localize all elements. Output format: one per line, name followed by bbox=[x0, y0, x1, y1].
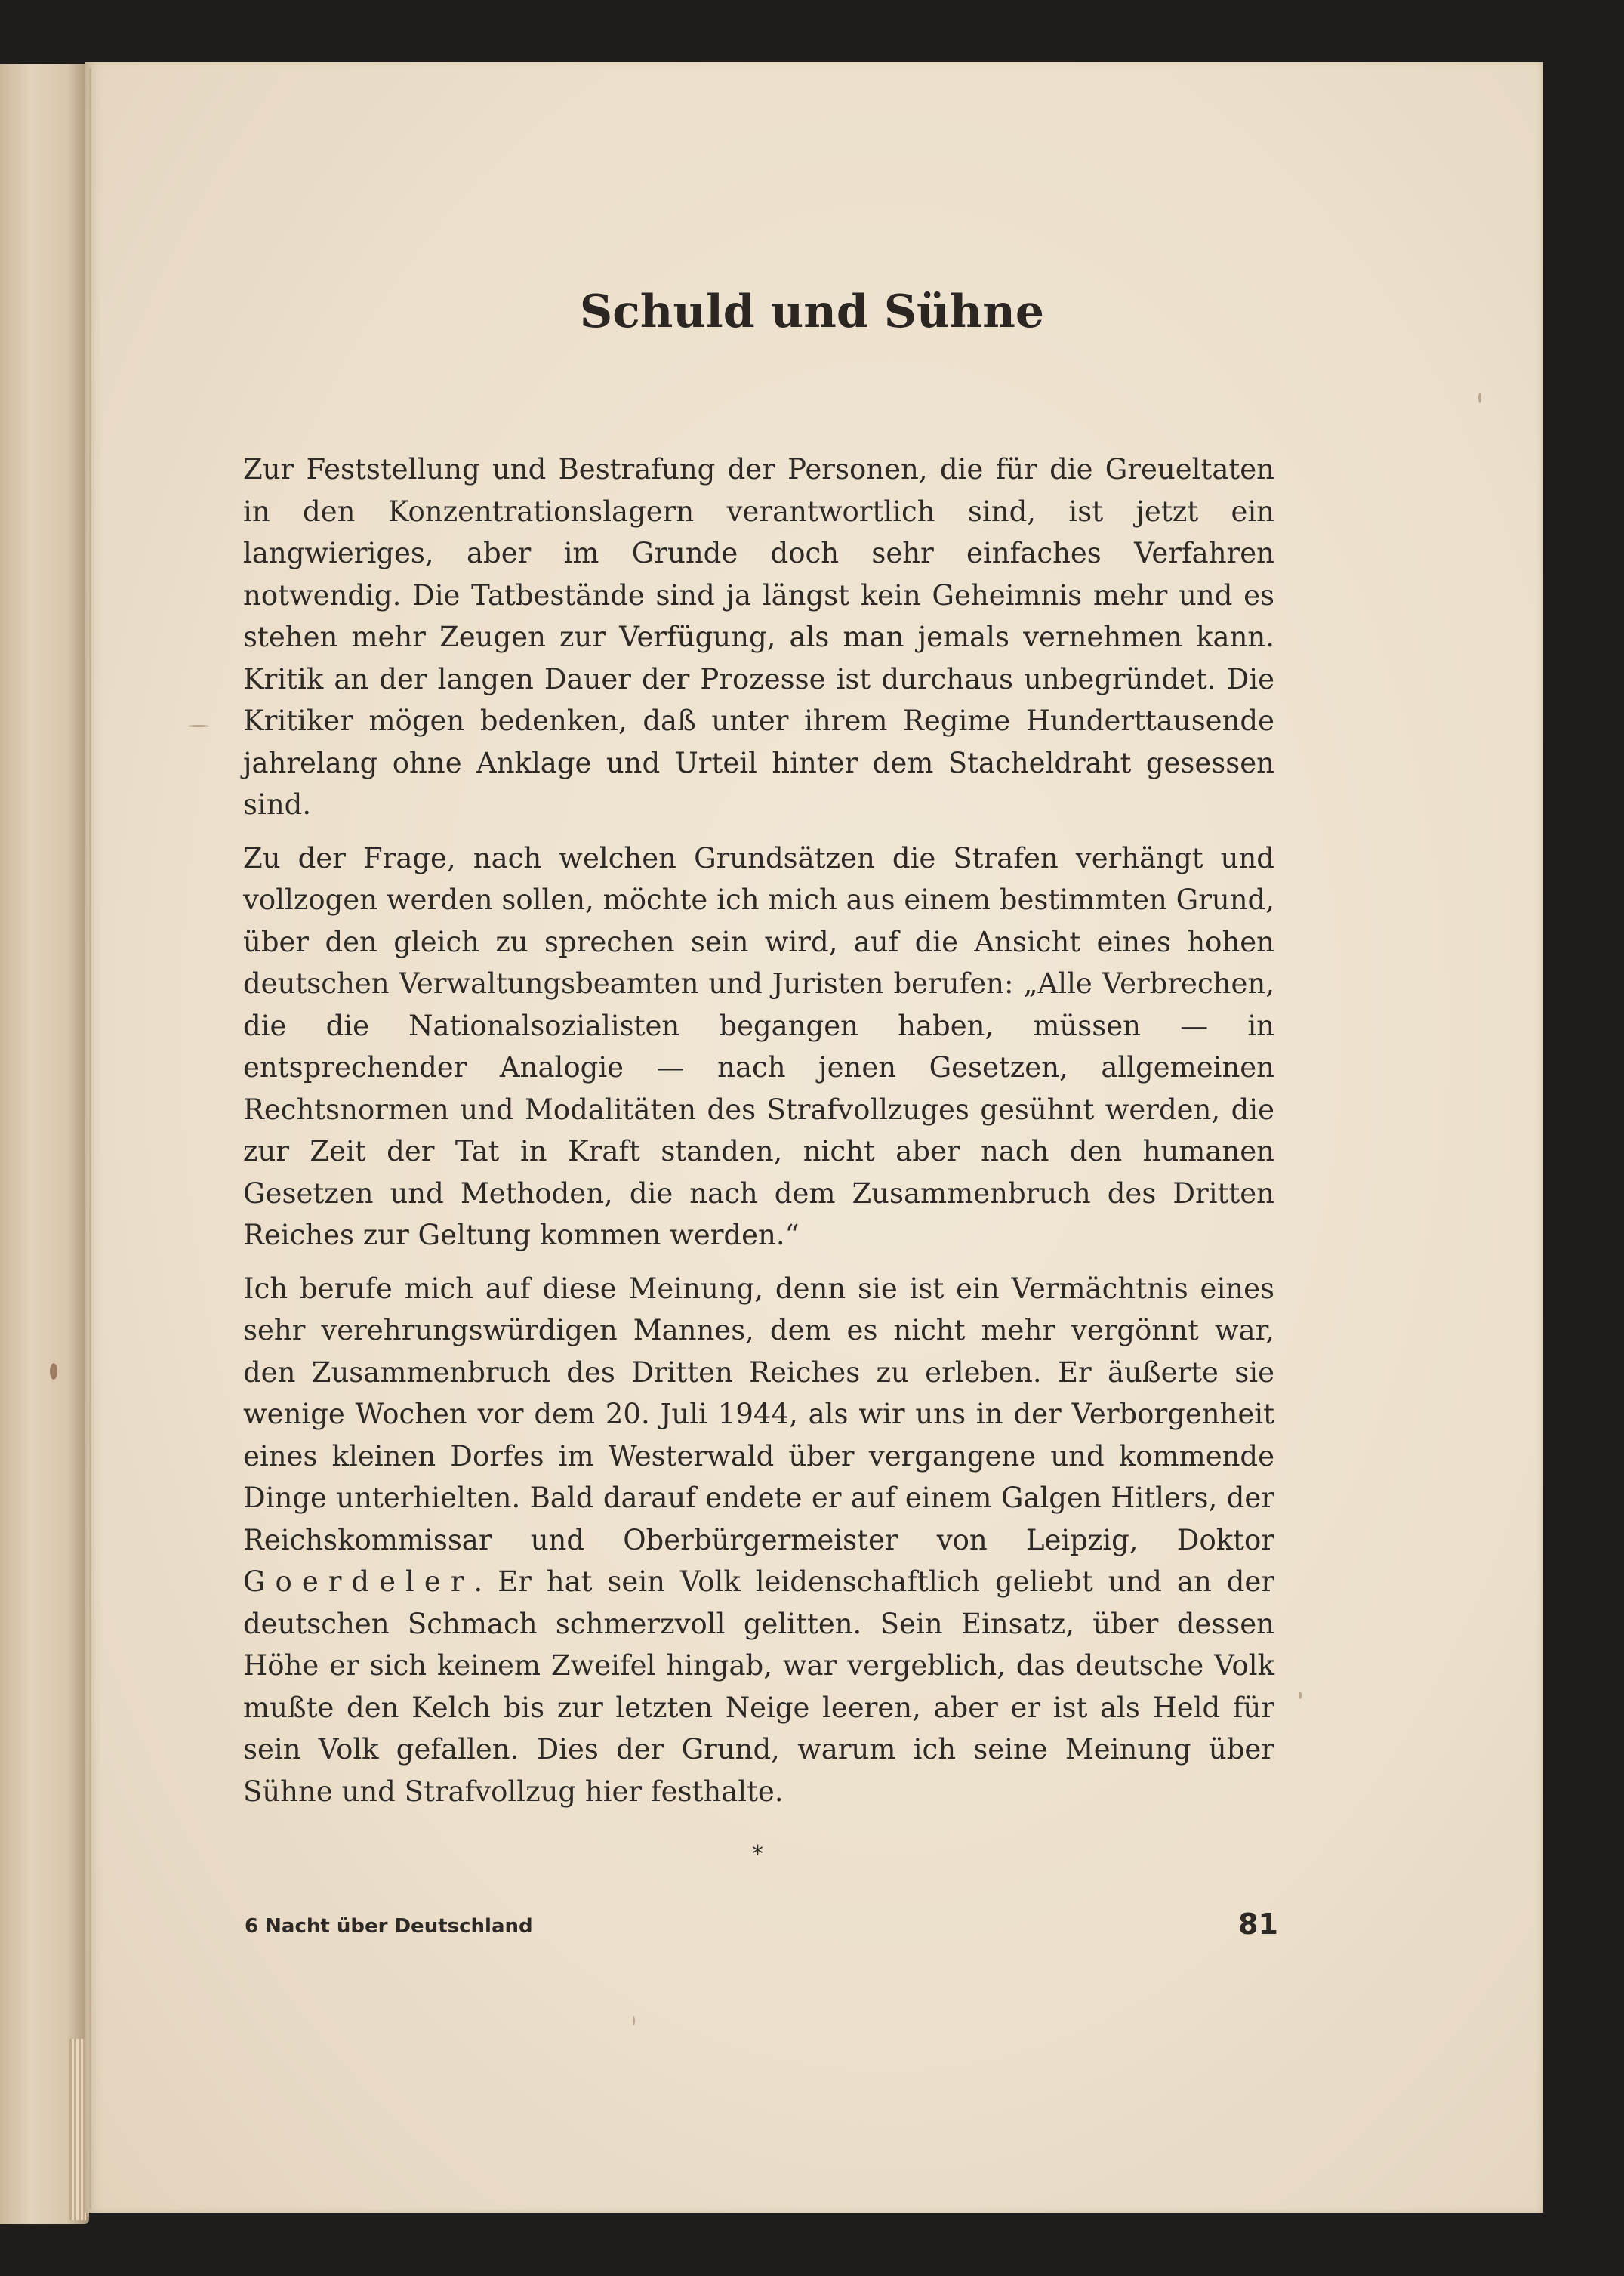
signature-mark: 6 Nacht über Deutschland bbox=[245, 1915, 533, 1938]
page-title: Schuld und Sühne bbox=[579, 285, 1045, 338]
paper-speck bbox=[50, 1363, 57, 1380]
paragraph-3-before: Ich berufe mich auf diese Meinung, denn sie ist ein Vermächtnis eines sehr verehrungswürdigen Mannes, dem es nicht mehr vergönnt war, den Zusammenbruch des Dritten Reiches zu erleben. Er äußerte sie wenige Wochen vor dem 20. Juli 1944, als wir uns in der Verborgenheit eines kleinen Dorfes im Westerwald über vergangene und kommende Dinge unterhielten. Bald darauf endete er auf einem Galgen Hitlers, der Reichskommissar und Oberbürgermeister von Leipzig, Doktor bbox=[243, 1272, 1274, 1556]
page-number: 81 bbox=[1238, 1907, 1278, 1941]
name-goerdeler: Goerdeler bbox=[243, 1565, 474, 1598]
paragraph-2: Zu der Frage, nach welchen Grundsätzen die Strafen verhängt und vollzogen werden sollen, möchte ich mich aus einem bestimmten Grund, über den gleich zu sprechen sein wird, auf die Ansicht eines hohen deutschen Verwaltungsbeamten und Juristen berufen: „Alle Verbrechen, die die Nationalsozialisten begangen haben, müssen — in entsprechender Analogie — nach jenen Gesetzen, allgemeinen Rechtsnormen und Modalitäten des Strafvollzuges gesühnt werden, die zur Zeit der Tat in Kraft standen, nicht aber nach den humanen Gesetzen und Methoden, die nach dem Zusammenbruch des Dritten Reiches zur Geltung kommen werden.“ bbox=[243, 841, 1274, 1251]
paper-speck bbox=[633, 2016, 635, 2025]
gutter-shadow bbox=[89, 68, 91, 2209]
paragraph-3 bbox=[243, 1268, 1274, 1813]
paper-speck bbox=[1478, 393, 1481, 403]
paper-speck bbox=[187, 725, 210, 727]
paragraph-3-after: . Er hat sein Volk leidenschaftlich geliebt und an der deutschen Schmach schmerzvoll gelitten. Sein Einsatz, über dessen Höhe er sich keinem Zweifel hingab, war vergeblich, das deutsche Volk mußte den Kelch bis zur letzten Neige leeren, aber er ist als Held für sein Volk gefallen. Dies der Grund, warum ich seine Meinung über Sühne und Strafvollzug hier festhalte. bbox=[243, 1565, 1274, 1808]
section-ornament: * bbox=[752, 1841, 763, 1867]
left-facing-page bbox=[0, 64, 89, 2224]
body-text bbox=[243, 449, 1274, 1824]
left-page-edges bbox=[69, 2039, 86, 2220]
paper-speck bbox=[1299, 1692, 1302, 1699]
paragraph-1: Zur Feststellung und Bestrafung der Personen, die für die Greueltaten in den Konzentrationslagern verantwortlich sind, ist jetzt ein langwieriges, aber im Grunde doch sehr einfaches Verfahren notwendig. Die Tatbestände sind ja längst kein Geheimnis mehr und es stehen mehr Zeugen zur Verfügung, als man jemals vernehmen kann. Kritik an der langen Dauer der Prozesse ist durchaus unbegründet. Die Kritiker mögen bedenken, daß unter ihrem Regime Hunderttausende jahrelang ohne Anklage und Urteil hinter dem Stacheldraht gesessen sind. bbox=[243, 453, 1274, 821]
